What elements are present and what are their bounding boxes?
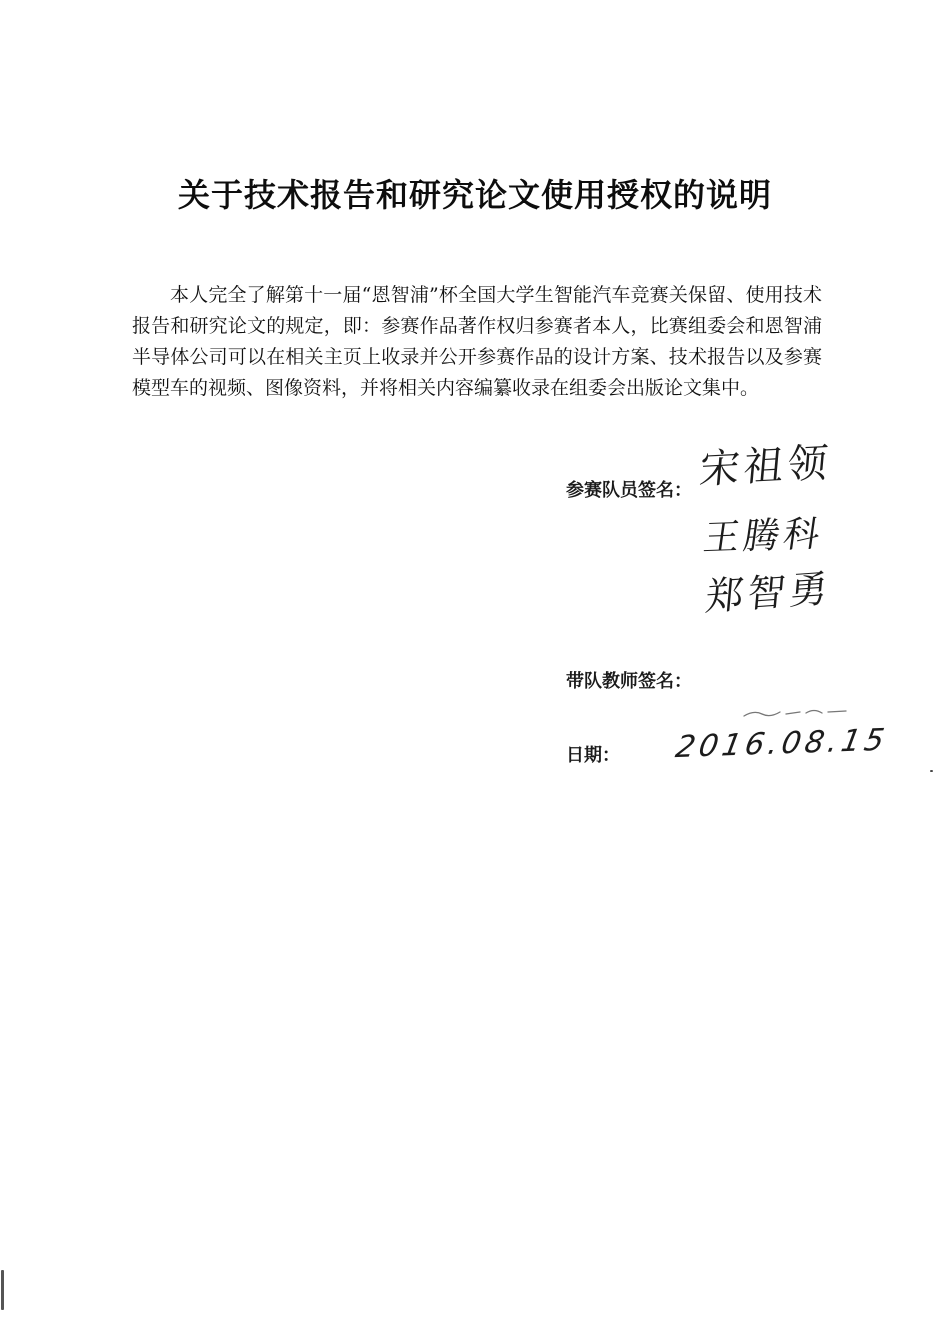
teacher-signature-label: 带队教师签名： <box>566 671 692 692</box>
member-signature-1: 宋祖领 <box>697 439 834 494</box>
authorization-statement: 本人完全了解第十一届“恩智浦”杯全国大学生智能汽车竞赛关保留、使用技术报告和研究论文的规定，即：参赛作品著作权归参赛者本人，比赛组委会和恩智浦半导体公司可以在相关主页上收录并公开参赛作品的设计方案、技术报告以及参赛模型车的视频、图像资料，并将相关内容编纂收录在组委会出版论文集中。 <box>132 284 822 399</box>
document-title: 关于技术报告和研究论文使用授权的说明 <box>177 176 772 214</box>
member-signature-2: 王腾科 <box>700 513 827 560</box>
members-signature-label: 参赛队员签名： <box>566 480 692 501</box>
date-handwritten: 2016.08.15 <box>672 722 891 766</box>
member-signature-3: 郑智勇 <box>703 566 834 620</box>
faint-handwritten-mark <box>740 700 850 724</box>
date-label: 日期： <box>566 745 620 766</box>
scan-edge-mark <box>1 1270 4 1310</box>
scan-speck <box>930 770 933 772</box>
